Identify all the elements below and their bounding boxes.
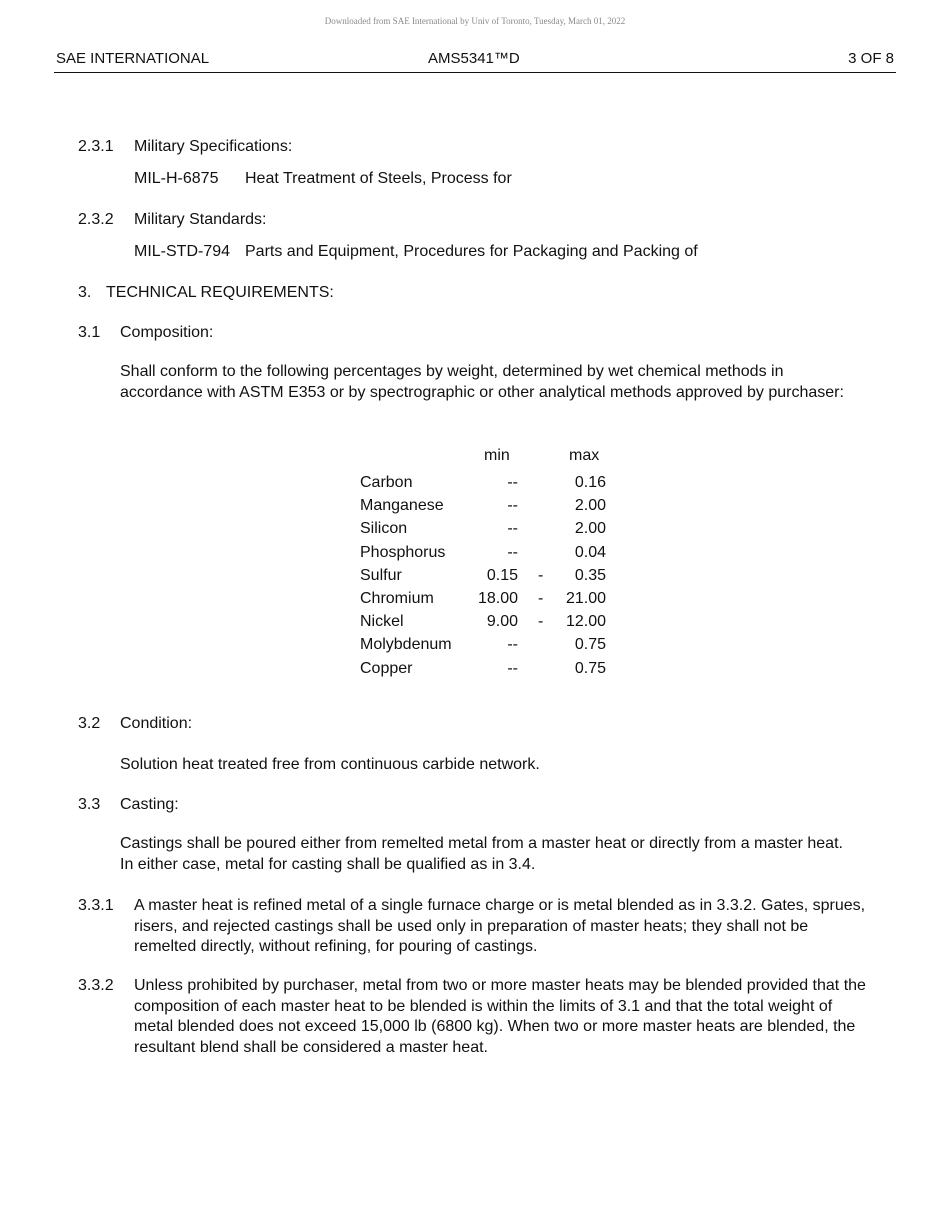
- min-value: --: [507, 659, 518, 677]
- column-header-min: min: [484, 447, 510, 464]
- composition-row: [360, 567, 610, 590]
- section-3-3-1-body: A master heat is refined metal of a single furnace charge or is metal blended as in 3.3.2. Gates, sprues, risers, and rejected castings shall be used only in preparation of master heats; they shall not be remelted directly, without refining, for pouring of castings.: [134, 897, 866, 955]
- section-3-title: TECHNICAL REQUIREMENTS:: [106, 284, 334, 301]
- section-2-3-1-number: 2.3.1: [78, 138, 114, 155]
- composition-row: [360, 613, 610, 636]
- section-3-1-number: 3.1: [78, 324, 101, 341]
- min-value: --: [507, 543, 518, 561]
- min-value: 0.15: [486, 566, 518, 584]
- section-3-2-title: Condition:: [120, 715, 193, 732]
- min-value: 18.00: [477, 589, 518, 607]
- section-3-1-body: Shall conform to the following percentages by weight, determined by wet chemical methods in accordance with ASTM E353 or by spectrographic or other analytical methods approved by purchaser:: [120, 363, 844, 401]
- reference-code: MIL-STD-794: [134, 243, 231, 260]
- composition-row: [360, 636, 610, 659]
- header-document-number: AMS5341™D: [428, 50, 520, 67]
- section-3-3-number: 3.3: [78, 796, 101, 813]
- reference-code: MIL-H-6875: [134, 170, 219, 187]
- reference-title: Parts and Equipment, Procedures for Packaging and Packing of: [245, 243, 698, 260]
- max-value: 0.75: [574, 636, 606, 654]
- download-notice: Downloaded from SAE International by Univ of Toronto, Tuesday, March 01, 2022: [324, 16, 626, 26]
- section-2-3-1-title: Military Specifications:: [134, 138, 293, 155]
- element-name: Manganese: [360, 497, 444, 515]
- max-value: 12.00: [565, 613, 606, 631]
- section-3-3-body: Castings shall be poured either from remelted metal from a master heat or directly from a master heat. In either case, metal for casting shall be qualified as in 3.4.: [120, 835, 843, 873]
- element-name: Chromium: [360, 589, 434, 607]
- section-3-3-2-number: 3.3.2: [78, 977, 114, 994]
- composition-row: [360, 544, 610, 567]
- element-name: Phosphorus: [360, 543, 446, 561]
- max-value: 0.35: [574, 566, 606, 584]
- section-3-3-title: Casting:: [120, 796, 179, 813]
- reference-title: Heat Treatment of Steels, Process for: [245, 170, 512, 187]
- element-name: Silicon: [360, 520, 408, 538]
- section-3-number: 3.: [78, 284, 92, 301]
- section-3-2-number: 3.2: [78, 715, 101, 732]
- max-value: 0.04: [574, 543, 606, 561]
- range-dash: -: [538, 566, 544, 584]
- min-value: 9.00: [486, 613, 518, 631]
- section-3-1-title: Composition:: [120, 324, 214, 341]
- composition-row: [360, 474, 610, 497]
- element-name: Nickel: [360, 613, 404, 631]
- element-name: Carbon: [360, 474, 413, 491]
- min-value: --: [507, 474, 518, 491]
- max-value: 2.00: [574, 520, 606, 538]
- min-value: --: [507, 497, 518, 515]
- range-dash: -: [538, 589, 544, 607]
- max-value: 21.00: [565, 589, 606, 607]
- section-3-3-1-number: 3.3.1: [78, 897, 114, 914]
- element-name: Molybdenum: [360, 636, 452, 654]
- composition-row: [360, 660, 610, 683]
- min-value: --: [507, 636, 518, 654]
- max-value: 0.75: [574, 659, 606, 677]
- min-value: --: [507, 520, 518, 538]
- composition-row: [360, 497, 610, 520]
- max-value: 0.16: [574, 474, 606, 491]
- max-value: 2.00: [574, 497, 606, 515]
- range-dash: -: [538, 613, 544, 631]
- header-divider: [54, 72, 896, 73]
- section-3-3-2-body: Unless prohibited by purchaser, metal from two or more master heats may be blended provided that the composition of each master heat to be blended is within the limits of 3.1 and that the total weight of metal blended does not exceed 15,000 lb (6800 kg). When two or more master heats are blended, the resultant blend shall be considered a master heat.: [134, 977, 866, 1056]
- composition-table: [360, 447, 610, 683]
- section-2-3-2-title: Military Standards:: [134, 211, 267, 228]
- section-2-3-2-number: 2.3.2: [78, 211, 114, 228]
- column-header-max: max: [569, 447, 600, 464]
- header-publisher: SAE INTERNATIONAL: [56, 50, 210, 67]
- section-3-2-body: Solution heat treated free from continuous carbide network.: [120, 756, 540, 773]
- header-page-number: 3 OF 8: [848, 50, 894, 67]
- composition-row: [360, 590, 610, 613]
- element-name: Copper: [360, 659, 413, 677]
- composition-header-row: [360, 447, 610, 474]
- element-name: Sulfur: [360, 566, 402, 584]
- composition-row: [360, 520, 610, 543]
